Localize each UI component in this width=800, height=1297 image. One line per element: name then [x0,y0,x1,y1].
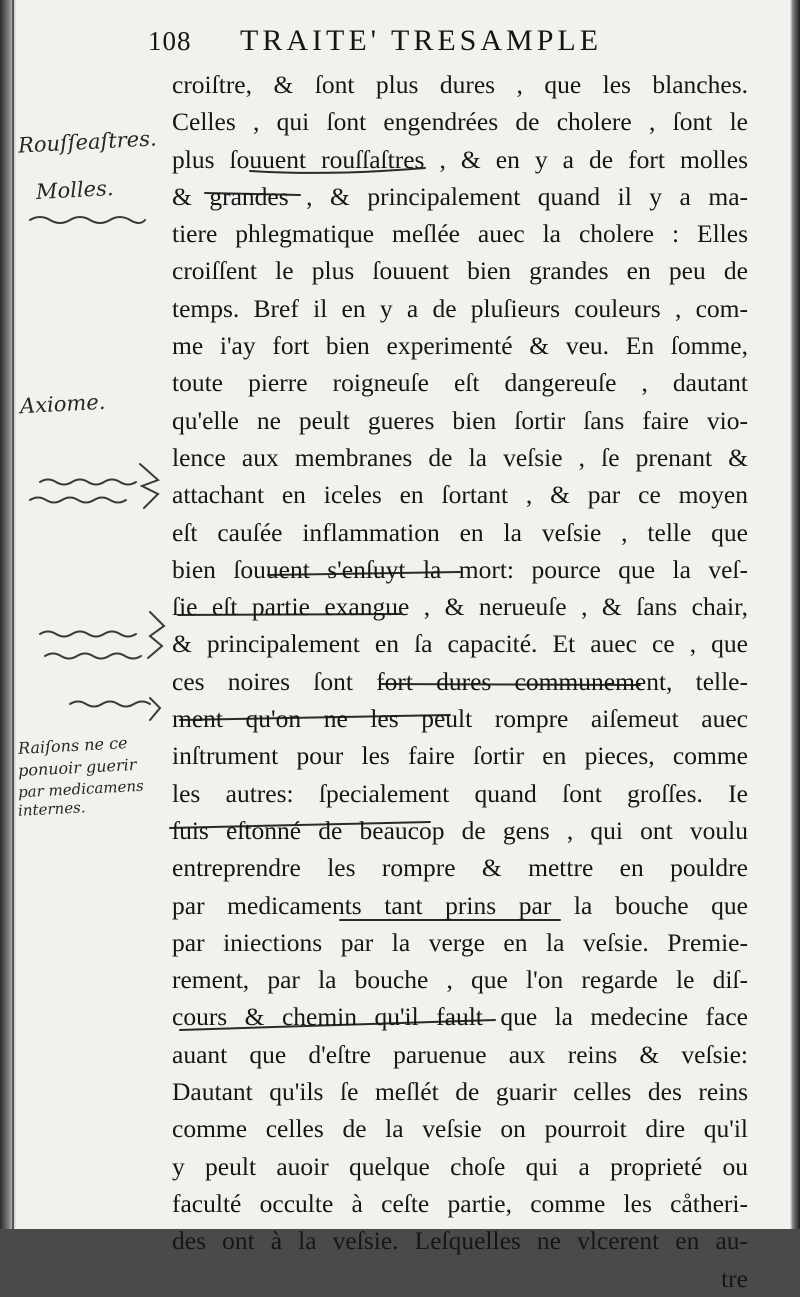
margin-note-raisons-line-2: ponuoir guerir [17,754,137,781]
running-title: TRAITE' TRESAMPLE [240,24,603,57]
text-line: ſuis eſtonné de beaucop de gens , qui ont voulu [172,815,748,845]
text-line: plus ſouuent rouſſaſtres , & en y a de fort molles [172,144,748,174]
text-line: auant que d'eſtre paruenue aux reins & veſsie: [172,1039,748,1069]
text-line: croiſtre, & ſont plus dures , que les blanches. [172,70,748,99]
text-line: toute pierre roigneuſe eſt dangereuſe , dautant [172,368,748,398]
text-line: ces noires ſont fort dures communement, telle- [172,666,748,696]
text-line: inſtrument pour les faire ſortir en pieces, comme [172,741,748,771]
text-line: & grandes , & principalement quand il y a ma- [172,181,748,211]
text-line: me i'ay fort bien experimenté & veu. En ſomme, [172,331,748,361]
text-line: comme celles de la veſsie on pourroit dire qu'il [172,1114,748,1144]
page-number: 108 [148,26,192,56]
text-line: Celles , qui ſont engendrées de cholere , ſont le [172,107,748,137]
text-line: & principalement en ſa capacité. Et auec ce , que [172,629,748,659]
text-line: attachant en iceles en ſortant , & par ce moyen [172,480,748,510]
text-line: des ont à la veſsie. Leſquelles ne vlcerent en au- [172,1226,748,1256]
text-line: rement, par la bouche , que l'on regarde le diſ- [172,965,748,995]
text-line: faculté occulte à ceſte partie, comme les cåtheri- [172,1188,748,1218]
margin-note-raisons-line-1: Raiſons ne ce [17,733,128,758]
text-line: ſie eſt partie exangue , & nerueuſe , & ſans chair, [172,592,748,622]
text-line: temps. Bref il en y a de pluſieurs couleurs , com- [172,293,748,323]
text-line: ment qu'on ne les peult rompre aiſemeut auec [172,704,748,734]
text-line: les autres: ſpecialement quand ſont groſſes. Ie [172,778,748,808]
text-line: eſt cauſée inflammation en la veſsie , telle que [172,517,748,547]
text-line: Dautant qu'ils ſe meſlét de guarir celles des reins [172,1077,748,1107]
text-line: cours & chemin qu'il fault que la medecine face [172,1002,748,1032]
text-line: y peult auoir quelque choſe qui a proprieté ou [172,1151,748,1181]
text-line: par iniections par la verge en la veſsie. Premie- [172,927,748,957]
catchword: tre [721,1263,748,1293]
margin-note-raisons-line-3: par medicamens [17,776,145,802]
body-text [172,66,748,1297]
text-line: tiere phlegmatique meſlée auec la cholere : Elles [172,219,748,249]
text-line: qu'elle ne peult gueres bien ſortir ſans faire vio- [172,405,748,435]
text-line: bien ſouuent s'enſuyt la mort: pource que la veſ- [172,554,748,584]
text-line: lence aux membranes de la veſsie , ſe prenant & [172,442,748,472]
text-line: croiſſent le plus ſouuent bien grandes en peu de [172,256,748,286]
text-line: par medicaments tant prins par la bouche que [172,890,748,920]
text-line: entreprendre les rompre & mettre en pouldre [172,853,748,883]
margin-note-rousseastres: Rouſſeaſtres. [17,126,158,158]
margin-note-raisons-line-4: internes. [17,798,86,820]
margin-note-axiome: Axiome. [19,389,106,419]
margin-note-molles: Molles. [35,175,115,205]
